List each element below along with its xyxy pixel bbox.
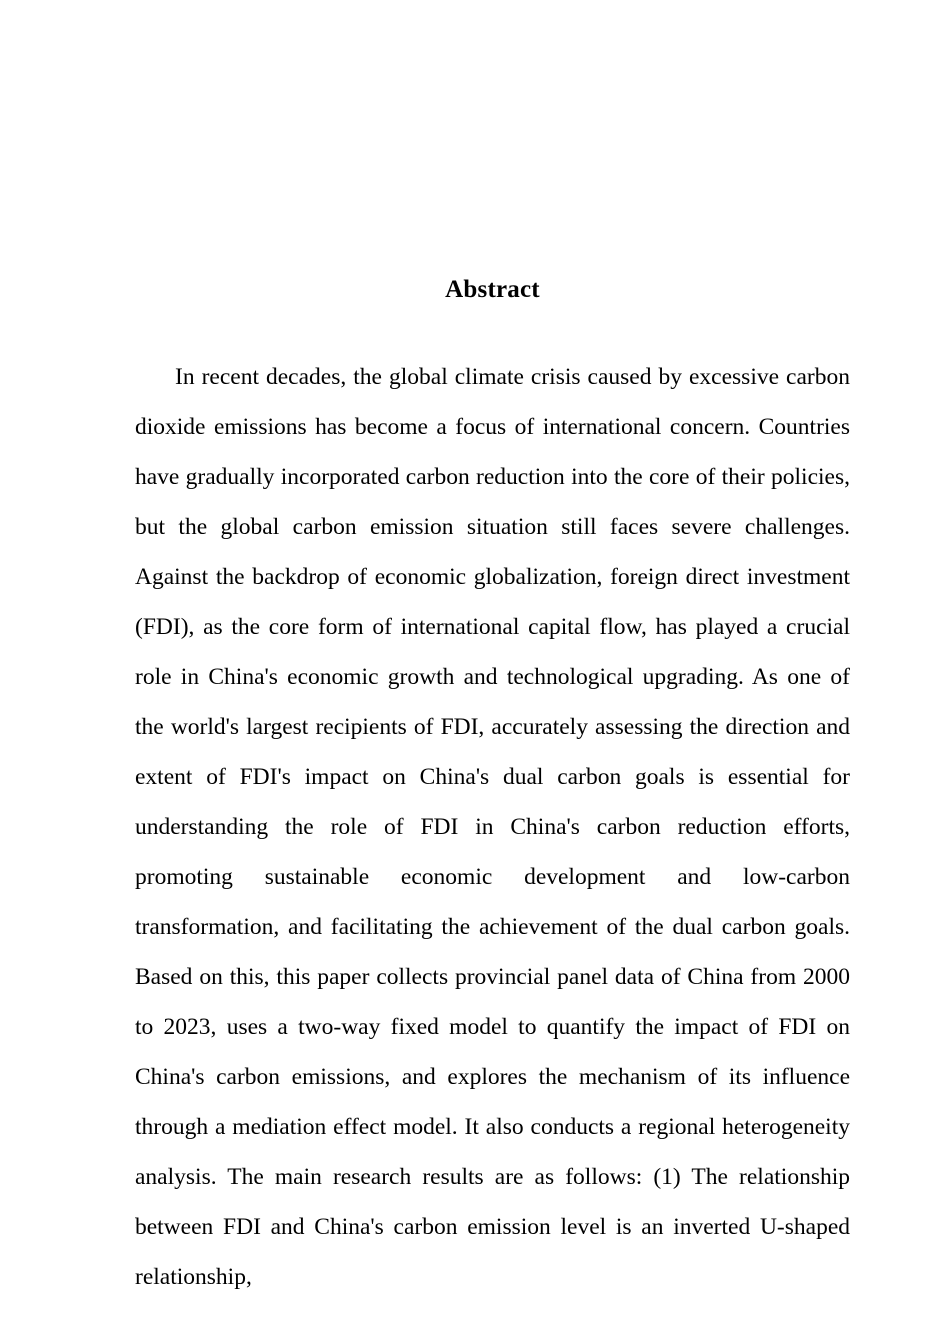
abstract-paragraph: In recent decades, the global climate crisis caused by excessive carbon dioxide emissions has become a focus of international concern. Countries have gradually incorporated carbon reduction into the core of their policies, but the global carbon emission situation still faces severe challenges. Against the backdrop of economic globalization, foreign direct investment (FDI), as the core form of international capital flow, has played a crucial role in China's economic growth and technological upgrading. As one of the world's largest recipients of FDI, accurately assessing the direction and extent of FDI's impact on China's dual carbon goals is essential for understanding the role of FDI in China's carbon reduction efforts, promoting sustainable economic development and low-carbon transformation, and facilitating the achievement of the dual carbon goals. Based on this, this paper collects provincial panel data of China from 2000 to 2023, uses a two-way fixed model to quantify the impact of FDI on China's carbon emissions, and explores the mechanism of its influence through a mediation effect model. It also conducts a regional heterogeneity analysis. The main research results are as follows: (1) The relationship between FDI and China's carbon emission level is an inverted U-shaped relationship, xyxy=(135,364,850,1290)
page-title: Abstract xyxy=(445,276,540,303)
